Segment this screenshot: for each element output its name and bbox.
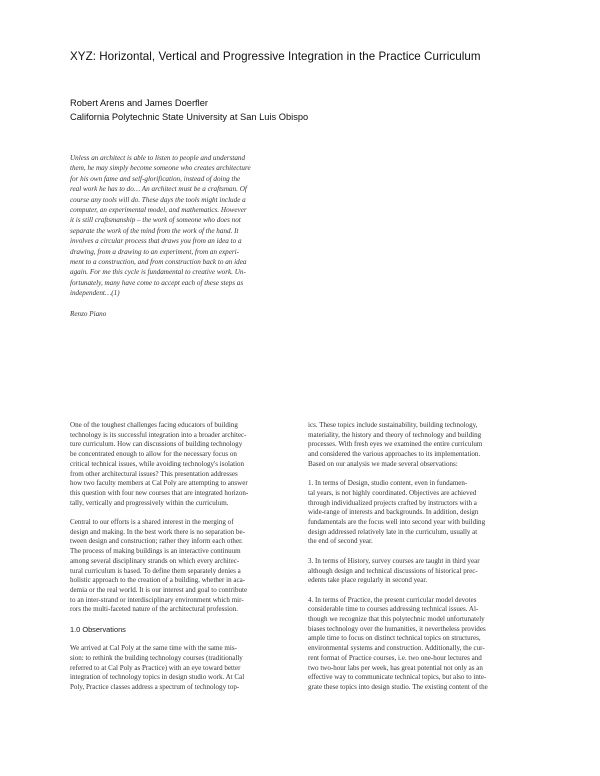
text-line: tal years, is not highly coordinated. Objectives are achieved: [308, 488, 477, 497]
text-line: again. For me this cycle is fundamental to creative work. Un-: [70, 268, 246, 277]
text-line: course any tools will do. These days the tools might include a: [70, 195, 246, 204]
text-line: One of the toughest challenges facing educators of building: [70, 421, 238, 429]
text-line: to an inter-strand or interdisciplinary environment which mir-: [70, 595, 244, 604]
text-line: them, he may simply become someone who creates architecture: [70, 164, 251, 173]
epigraph-quote: [70, 153, 302, 299]
text-line: 3. In terms of History, survey courses are taught in third year: [308, 556, 480, 565]
text-line: considerable time to courses addressing technical issues. Al-: [308, 605, 479, 614]
text-line: materiality, the history and theory of technology and building: [308, 430, 482, 439]
text-line: drawing, from a drawing to an experiment, from an experi-: [70, 247, 240, 256]
text-line: rors the multi-faceted nature of the architectural profession.: [70, 605, 238, 614]
paragraph: [70, 644, 302, 693]
text-line: for his own fame and self-glorification, instead of doing the: [70, 174, 241, 183]
text-line: We arrived at Cal Poly at the same time with the same mis-: [70, 644, 237, 653]
text-line: edents take place regularly in second year.: [308, 576, 428, 585]
text-line: tween design and construction; rather they inform each other.: [70, 537, 243, 546]
paragraph: [308, 596, 540, 693]
text-line: fortunately, many have come to accept each of these steps as: [70, 278, 244, 287]
text-line: ment to a construction, and from construction back to an idea: [70, 258, 247, 267]
paragraph: [70, 421, 302, 508]
text-line: separate the work of the mind from the work of the hand. It: [70, 226, 239, 235]
text-line: critical technical issues, while avoiding technology's isolation: [70, 459, 245, 468]
epigraph-attribution: Renzo Piano: [70, 310, 107, 318]
text-line: rent format of Practice courses, i.e. two one-hour lectures and: [308, 653, 482, 662]
paragraph: [308, 479, 540, 547]
body-column-right: [308, 421, 540, 693]
paragraph: [308, 421, 540, 470]
text-line: processes. With fresh eyes we examined the entire curriculum: [308, 440, 483, 449]
text-line: through individualized projects crafted by instructors with a: [308, 498, 477, 507]
text-line: Poly, Practice classes address a spectrum of technology top-: [70, 682, 240, 691]
text-line: fundamentals are the focus well into second year with building: [308, 518, 486, 527]
section-heading: 1.0 Observations: [70, 624, 126, 634]
author-affiliation: California Polytechnic State University at San Luis Obispo: [70, 111, 309, 122]
text-line: the end of second year.: [308, 537, 373, 546]
text-line: though we recognize that this polytechnic model unfortunately: [308, 615, 485, 624]
text-line: demia or the real world. It is our interest and goal to contribute: [70, 585, 248, 594]
text-line: effective way to communicate technical topics, but also to inte-: [308, 673, 487, 682]
text-line: grate these topics into design studio. The existing content of the: [308, 682, 488, 691]
text-line: referred to at Cal Poly as Practice) with an eye toward better: [70, 663, 241, 672]
paragraph: [70, 518, 302, 615]
text-line: computer, an experimental model, and mathematics. However: [70, 206, 247, 215]
text-line: 4. In terms of Practice, the present curricular model devotes: [308, 595, 477, 604]
text-line: real work he has to do… An architect must be a craftsman. Of: [70, 185, 247, 194]
author-names: Robert Arens and James Doerfler: [70, 98, 208, 108]
text-line: and considered the various approaches to its implementation.: [308, 450, 481, 459]
text-line: ture curriculum. How can discussions of building technology: [70, 440, 243, 449]
text-line: integration of technology topics in design studio work. At Cal: [70, 673, 245, 682]
text-line: it is still craftsmanship – the work of someone who does not: [70, 216, 241, 225]
text-line: be concentrated enough to allow for the necessary focus on: [70, 450, 237, 459]
body-column-left: [70, 421, 302, 693]
text-line: among several disciplinary strands on which every architec-: [70, 556, 240, 565]
text-line: Central to our efforts is a shared interest in the merging of: [70, 518, 234, 527]
text-line: how two faculty members at Cal Poly are attempting to answer: [70, 479, 248, 488]
text-line: The process of making buildings is an interactive continuum: [70, 547, 241, 556]
text-line: Based on our analysis we made several observations:: [308, 459, 458, 468]
text-line: holistic approach to the creation of a building, whether in aca-: [70, 576, 246, 585]
text-line: 1. In terms of Design, studio content, even in fundamen-: [308, 479, 468, 488]
text-line: tally, vertically and progressively within the curriculum.: [70, 498, 229, 507]
paragraph: [308, 557, 540, 586]
text-line: from other architectural issues? This presentation addresses: [70, 469, 238, 478]
text-line: design and making. In the best work there is no separation be-: [70, 527, 245, 536]
text-line: design addressed relatively late in the curriculum, usually at: [308, 527, 478, 536]
text-line: two two-hour labs per week, has great potential not only as an: [308, 663, 483, 672]
text-line: ample time to focus on distinct technical topics on structures,: [308, 634, 481, 643]
paper-title: XYZ: Horizontal, Vertical and Progressive Integration in the Practice Curriculum: [70, 50, 481, 63]
text-line: this question with four new courses that are integrated horizon-: [70, 488, 249, 497]
text-line: environmental systems and construction. Additionally, the cur-: [308, 644, 485, 653]
text-line: independent…(1): [70, 289, 120, 298]
text-line: sion: to rethink the building technology courses (traditionally: [70, 653, 243, 662]
text-line: tural curriculum is based. To define them separately denies a: [70, 566, 241, 575]
author-block: [70, 97, 470, 124]
text-line: involves a circular process that draws you from an idea to a: [70, 237, 242, 246]
text-line: ics. These topics include sustainability, building technology,: [308, 421, 478, 429]
text-line: Unless an architect is able to listen to people and understand: [70, 154, 246, 162]
text-line: although design and technical discussions of historical prec-: [308, 566, 478, 575]
text-line: biases technology over the humanities, it nevertheless provides: [308, 624, 486, 633]
text-line: technology is its successful integration into a broader architec-: [70, 430, 247, 439]
text-line: wide-range of interests and backgrounds. In addition, design: [308, 508, 479, 517]
